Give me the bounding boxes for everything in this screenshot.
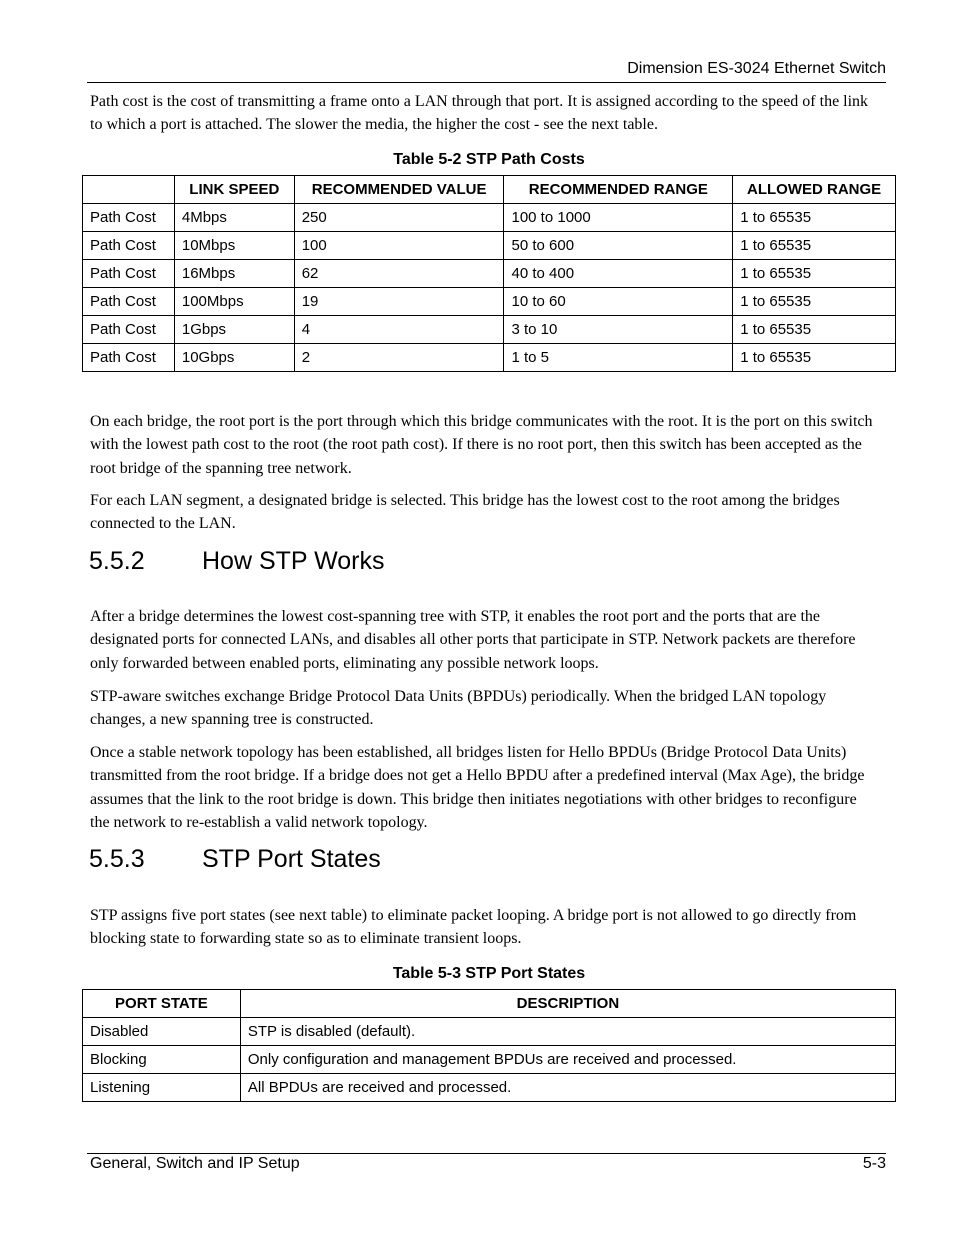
section-number: 5.5.2 [89, 547, 145, 575]
table-row [83, 260, 896, 288]
table-cell: 40 to 400 [504, 260, 733, 288]
intro-paragraph: Path cost is the cost of transmitting a frame onto a LAN through that port. It is assigned according to the speed of the link to which a port is attached. The slower the media, the higher the cost - see the next table. [90, 93, 869, 134]
table-cell: Path Cost [83, 232, 175, 260]
table-cell: 1 to 65535 [733, 344, 896, 372]
table-row [83, 204, 896, 232]
stp-port-states-table [82, 989, 896, 1102]
table-cell: STP is disabled (default). [240, 1018, 895, 1046]
table-cell: 3 to 10 [504, 316, 733, 344]
table-cell: Path Cost [83, 260, 175, 288]
header-cell: RECOMMENDED RANGE [504, 176, 733, 204]
table-cell: 16Mbps [174, 260, 294, 288]
section-number: 5.5.3 [89, 845, 145, 873]
stp-path-costs-table [82, 175, 896, 372]
table-row [83, 316, 896, 344]
table-cell: All BPDUs are received and processed. [240, 1074, 895, 1102]
header-cell: RECOMMENDED VALUE [294, 176, 504, 204]
table-cell: 1 to 65535 [733, 204, 896, 232]
header-cell: PORT STATE [83, 990, 241, 1018]
table-cell: 62 [294, 260, 504, 288]
section-title: How STP Works [202, 547, 385, 575]
section-heading-stp-port-states [89, 845, 381, 874]
running-header: Dimension ES-3024 Ethernet Switch [627, 60, 886, 77]
table-cell: 10 to 60 [504, 288, 733, 316]
body-paragraph: STP-aware switches exchange Bridge Protocol Data Units (BPDUs) periodically. When the bridged LAN topology changes, a new spanning tree is constructed. [90, 688, 827, 729]
header-cell: DESCRIPTION [240, 990, 895, 1018]
table-cell: Path Cost [83, 344, 175, 372]
table-row [83, 1018, 896, 1046]
table-row [83, 344, 896, 372]
table-cell: 2 [294, 344, 504, 372]
table-cell: 1Gbps [174, 316, 294, 344]
table-cell: 50 to 600 [504, 232, 733, 260]
table-cell: 250 [294, 204, 504, 232]
body-paragraph: On each bridge, the root port is the port through which this bridge communicates with the root. It is the port on this switch with the lowest path cost to the root (the root path cost). If there is no root port, then this switch has been accepted as the root bridge of the spanning tree network. [90, 413, 873, 477]
body-paragraph: STP assigns five port states (see next table) to eliminate packet looping. A bridge port is not allowed to go directly from blocking state to forwarding state so as to eliminate transient loops. [90, 907, 857, 948]
table-row [83, 288, 896, 316]
page-number: 5-3 [862, 1155, 886, 1172]
table-cell: 10Mbps [174, 232, 294, 260]
table-cell: 1 to 65535 [733, 288, 896, 316]
table-row [83, 232, 896, 260]
table-cell: 19 [294, 288, 504, 316]
table-header-row [83, 176, 896, 204]
table-row [83, 1074, 896, 1102]
table-cell: 100 to 1000 [504, 204, 733, 232]
body-paragraph: Once a stable network topology has been established, all bridges listen for Hello BPDUs (Bridge Protocol Data Units) transmitted from the root bridge. If a bridge does not get a Hello BPDU after a predefined interval (Max Age), the bridge assumes that the link to the root bridge is down. This bridge then initiates negotiations with other bridges to reconfigure the network to re-establish a valid network topology. [90, 744, 865, 831]
table-cell: Disabled [83, 1018, 241, 1046]
table-cell: Path Cost [83, 316, 175, 344]
table-cell: Path Cost [83, 288, 175, 316]
table-cell: Blocking [83, 1046, 241, 1074]
table-caption-path-costs: Table 5-2 STP Path Costs [393, 151, 585, 168]
table-cell: 1 to 65535 [733, 316, 896, 344]
header-cell [83, 176, 175, 204]
body-paragraph: After a bridge determines the lowest cost-spanning tree with STP, it enables the root port and the ports that are the designated ports for connected LANs, and disables all other ports that participate in STP. Network packets are therefore only forwarded between enabled ports, eliminating any possible network loops. [90, 608, 856, 672]
section-title: STP Port States [202, 845, 381, 873]
header-cell: ALLOWED RANGE [733, 176, 896, 204]
header-rule [87, 82, 886, 83]
table-cell: Listening [83, 1074, 241, 1102]
header-cell: LINK SPEED [174, 176, 294, 204]
table-cell: 1 to 65535 [733, 232, 896, 260]
table-cell: 10Gbps [174, 344, 294, 372]
table-cell: 1 to 65535 [733, 260, 896, 288]
footer-rule [87, 1153, 886, 1154]
table-cell: Path Cost [83, 204, 175, 232]
table-cell: 1 to 5 [504, 344, 733, 372]
table-caption-port-states: Table 5-3 STP Port States [392, 965, 586, 982]
table-cell: 4 [294, 316, 504, 344]
table-header-row [83, 990, 896, 1018]
section-heading-how-stp-works [89, 547, 384, 576]
table-row [83, 1046, 896, 1074]
table-cell: Only configuration and management BPDUs are received and processed. [240, 1046, 895, 1074]
body-paragraph: For each LAN segment, a designated bridge is selected. This bridge has the lowest cost to the root among the bridges connected to the LAN. [90, 492, 840, 533]
table-cell: 100 [294, 232, 504, 260]
table-cell: 100Mbps [174, 288, 294, 316]
table-cell: 4Mbps [174, 204, 294, 232]
footer-chapter-title: General, Switch and IP Setup [90, 1155, 300, 1172]
